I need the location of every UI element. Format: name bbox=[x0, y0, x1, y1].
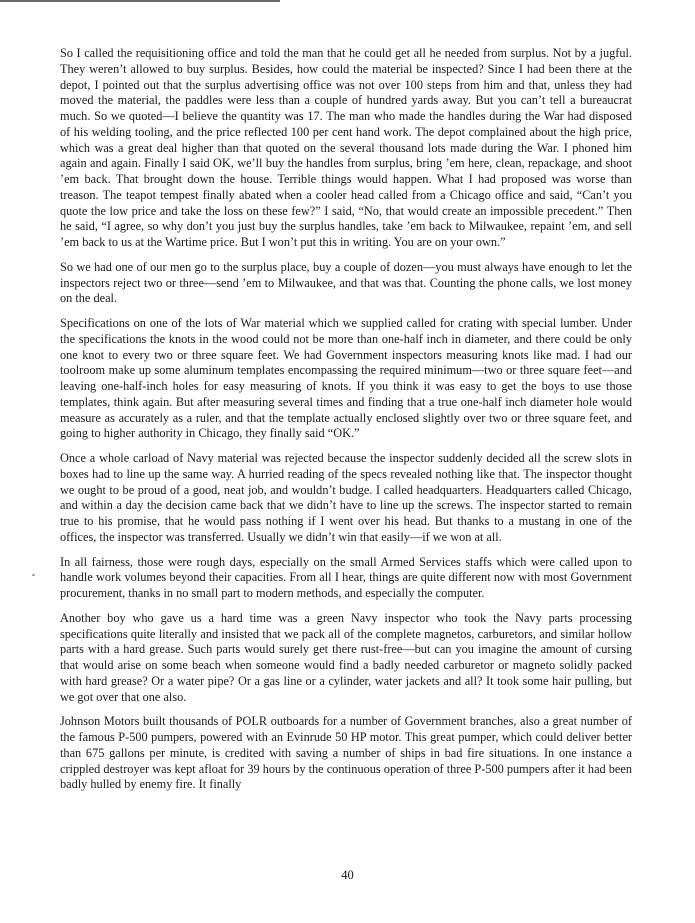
paragraph-surplus-handles: So I called the requisitioning office and told the man that he could get all he needed from surplus. Not by a jugful. They weren’t allowed to buy surplus. Besides, how could the material be inspected? Since I had been there at the depot, I pointed out that the surplus advertising office was not over 100 steps from him and that, unless they had moved the material, the paddles were less than a couple of hundred yards away. But you can’t tell a bureaucrat much. So we quoted—I believe the quantity was 17. The man who made the handles during the War had disposed of his welding tooling, and the price reflected 100 per cent hand work. The depot complained about the high price, which was a great deal higher than that quoted on the several thousand lots made during the War. I phoned him again and again. Finally I said OK, we’ll buy the handles from surplus, bring ’em here, clean, repackage, and shoot ’em back. That brought down the house. Terrible things would happen. What I had proposed was worse than treason. The teapot tempest finally abated when a cooler head called from a Chicago office and said, “Can’t you quote the low price and take the loss on these few?” I said, “No, that would create an impossible precedent.” Then he said, “I agree, so why don’t you just buy the surplus handles, take ’em back to Milwaukee, repaint ’em, and sell ’em back to us at the Wartime price. But I won’t put this in writing. You are on your own.” bbox=[60, 46, 632, 249]
paragraph-fairness: In all fairness, those were rough days, especially on the small Armed Services staffs which were called upon to handle work volumes beyond their capacities. From all I hear, things are quite different now with most Government procurement, thanks in no small part to modern methods, and especially the computer. bbox=[60, 554, 632, 600]
paragraph-johnson-motors: Johnson Motors built thousands of POLR outboards for a number of Government branches, also a great number of the famous P-500 pumpers, powered with an Evinrude 50 HP motor. This great pumper, which could deliver better than 675 gallons per minute, is credited with saving a number of ships in bad fire situations. In one instance a crippled destroyer was kept afloat for 39 hours by the continuous operation of three P-500 pumpers after it had been badly hulled by enemy fire. It finally bbox=[60, 714, 632, 792]
body-text bbox=[60, 46, 632, 802]
paragraph-grease-packing: Another boy who gave us a hard time was a green Navy inspector who took the Navy parts processing specifications quite literally and insisted that we pack all of the complete magnetos, carburetors, and similar hollow parts with a hard grease. Such parts would surely get there rust-free—but can you imagine the amount of cursing that would arise on some beach when someone would find a badly needed carburetor or magneto solidly packed with hard grease? Or a water pipe? Or a gas line or a cylinder, water jackets and all? It took some hair pulling, but we got over that one also. bbox=[60, 610, 632, 704]
paragraph-lumber-knots: Specifications on one of the lots of War material which we supplied called for crating with special lumber. Under the specifications the knots in the wood could not be more than one-half inch in diameter, and there could be only one knot to every two or three square feet. We had Government inspectors measuring knots like mad. I had our toolroom make up some aluminum templates encompassing the required minimum—two or three square feet—and leaving one-half-inch holes for easy measuring of knots. If you think it was easy to get the boys to use those templates, think again. But after measuring several times and finding that a true one-half inch diameter hole would measure as accurately as a ruler, and that the template actually enclosed slightly over two or three square feet, and going to higher authority in Chicago, they finally said “OK.” bbox=[60, 316, 632, 441]
margin-speck bbox=[32, 574, 35, 576]
paragraph-surplus-purchase: So we had one of our men go to the surplus place, buy a couple of dozen—you must always have enough to let the inspectors reject two or three—send ’em to Milwaukee, and that was that. Counting the phone calls, we lost money on the deal. bbox=[60, 259, 632, 306]
paragraph-screw-slots: Once a whole carload of Navy material was rejected because the inspector suddenly decided all the screw slots in boxes had to line up the same way. A hurried reading of the specs revealed nothing like that. The inspector thought we ought to be proud of a good, neat job, and wouldn’t budge. I called headquarters. Headquarters called Chicago, and within a day the decision came back that we didn’t have to line up the screws. The inspector started to remain true to his promise, that he would pass nothing if I went over his head. But thanks to a mustang in one of the offices, the inspector was transferred. Usually we didn’t win that easily—if we won at all. bbox=[60, 451, 632, 544]
top-edge-rule bbox=[0, 0, 280, 2]
page-number: 40 bbox=[341, 868, 354, 882]
